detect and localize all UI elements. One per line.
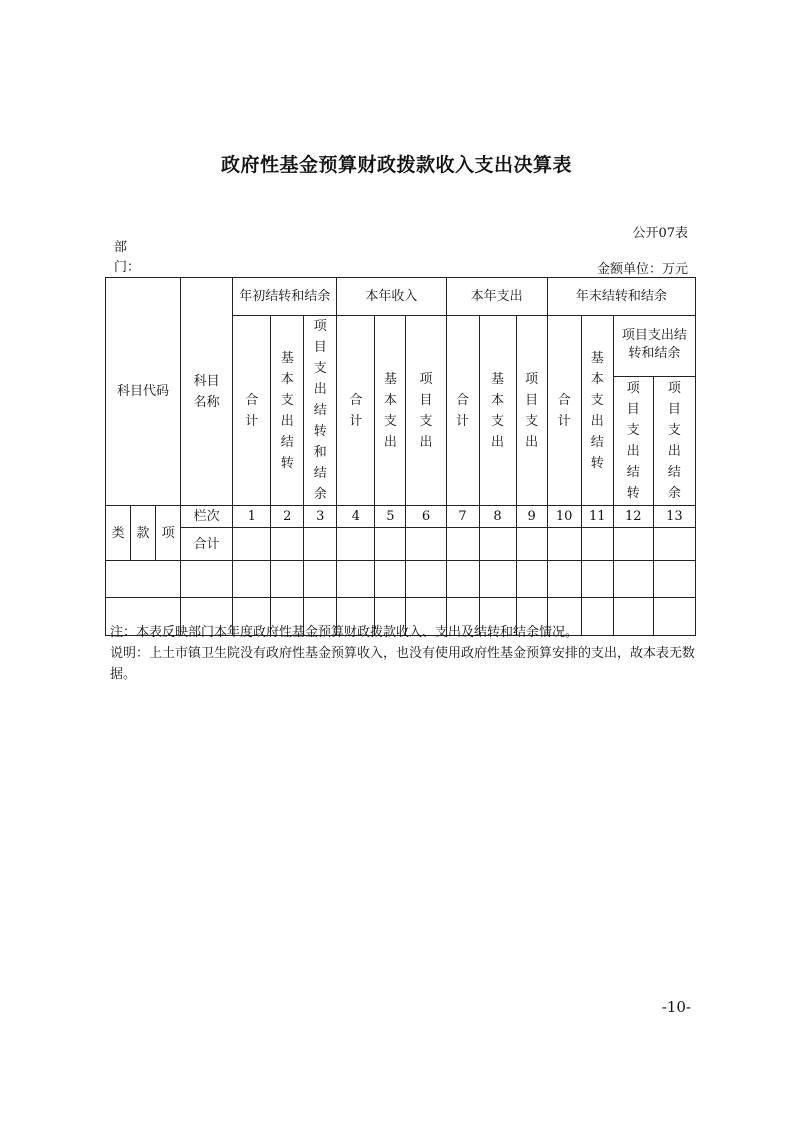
table-notes — [110, 622, 700, 685]
column-number: 11 — [581, 506, 613, 528]
explanation-text: 说明：上土市镇卫生院没有政府性基金预算收入，也没有使用政府性基金预算安排的支出，故本表无数据。 — [110, 646, 696, 682]
table-cell — [233, 561, 271, 598]
header-income: 本年收入 — [337, 278, 446, 316]
header-closing-balance: 年末结转和结余 — [547, 278, 695, 316]
table-cell — [406, 528, 446, 561]
header-closing-total: 合计 — [547, 316, 581, 506]
column-number: 9 — [516, 506, 547, 528]
column-number: 7 — [446, 506, 479, 528]
header-closing-project-group: 项目支出结转和结余 — [613, 316, 695, 377]
table-row — [106, 561, 696, 598]
header-expense-basic: 基本支出 — [479, 316, 516, 506]
header-opening-total: 合计 — [233, 316, 271, 506]
department-label: 部门： — [114, 240, 141, 275]
table-cell — [479, 528, 516, 561]
table-cell — [406, 561, 446, 598]
column-number: 1 — [233, 506, 271, 528]
column-number: 12 — [613, 506, 653, 528]
table-cell — [181, 561, 233, 598]
table-cell — [653, 528, 695, 561]
table-cell — [547, 561, 581, 598]
header-opening-basic: 基本支出结转 — [271, 316, 304, 506]
header-closing-project-carry: 项目支出结转 — [613, 376, 653, 505]
header-income-project: 项目支出 — [406, 316, 446, 506]
table-cell — [446, 528, 479, 561]
column-number: 4 — [337, 506, 375, 528]
row-total-label: 合计 — [181, 528, 233, 561]
table-cell — [337, 528, 375, 561]
table-cell — [304, 561, 337, 598]
table-cell — [581, 528, 613, 561]
header-income-total: 合计 — [337, 316, 375, 506]
table-cell — [613, 528, 653, 561]
column-number: 3 — [304, 506, 337, 528]
header-closing-project-surplus: 项目支出结余 — [653, 376, 695, 505]
page-number: -10- — [661, 998, 691, 1016]
header-expense: 本年支出 — [446, 278, 547, 316]
table-cell — [446, 561, 479, 598]
header-income-basic: 基本支出 — [375, 316, 406, 506]
table-cell — [516, 528, 547, 561]
table-cell — [375, 561, 406, 598]
header-expense-total: 合计 — [446, 316, 479, 506]
form-code: 公开07表 — [632, 226, 688, 241]
row-class-label: 类 — [106, 506, 131, 561]
header-expense-project: 项目支出 — [516, 316, 547, 506]
row-column-number-label: 栏次 — [181, 506, 233, 528]
table-cell — [304, 528, 337, 561]
table-cell — [516, 561, 547, 598]
header-opening-balance: 年初结转和结余 — [233, 278, 337, 316]
table-cell — [271, 528, 304, 561]
table-cell — [479, 561, 516, 598]
page-title: 政府性基金预算财政拨款收入支出决算表 — [220, 154, 572, 176]
table-cell — [271, 561, 304, 598]
header-closing-basic: 基本支出结转 — [581, 316, 613, 506]
table-cell — [547, 528, 581, 561]
header-subject-name: 科目名称 — [181, 278, 233, 506]
header-subject-code: 科目代码 — [106, 278, 181, 506]
table-cell — [375, 528, 406, 561]
budget-table — [105, 277, 696, 636]
table-cell — [106, 561, 181, 598]
column-number: 8 — [479, 506, 516, 528]
table-cell — [613, 561, 653, 598]
column-number: 10 — [547, 506, 581, 528]
row-subitem-label: 项 — [156, 506, 181, 561]
column-number: 5 — [375, 506, 406, 528]
column-number: 6 — [406, 506, 446, 528]
unit-label: 金额单位：万元 — [596, 262, 688, 277]
table-cell — [337, 561, 375, 598]
column-number: 2 — [271, 506, 304, 528]
note-text: 注：本表反映部门本年度政府性基金预算财政拨款收入、支出及结转和结余情况。 — [110, 625, 579, 640]
table-cell — [581, 561, 613, 598]
table-cell — [653, 561, 695, 598]
column-number: 13 — [653, 506, 695, 528]
header-opening-project: 项目支出结转和结余 — [304, 316, 337, 506]
row-item-label: 款 — [131, 506, 156, 561]
table-cell — [233, 528, 271, 561]
